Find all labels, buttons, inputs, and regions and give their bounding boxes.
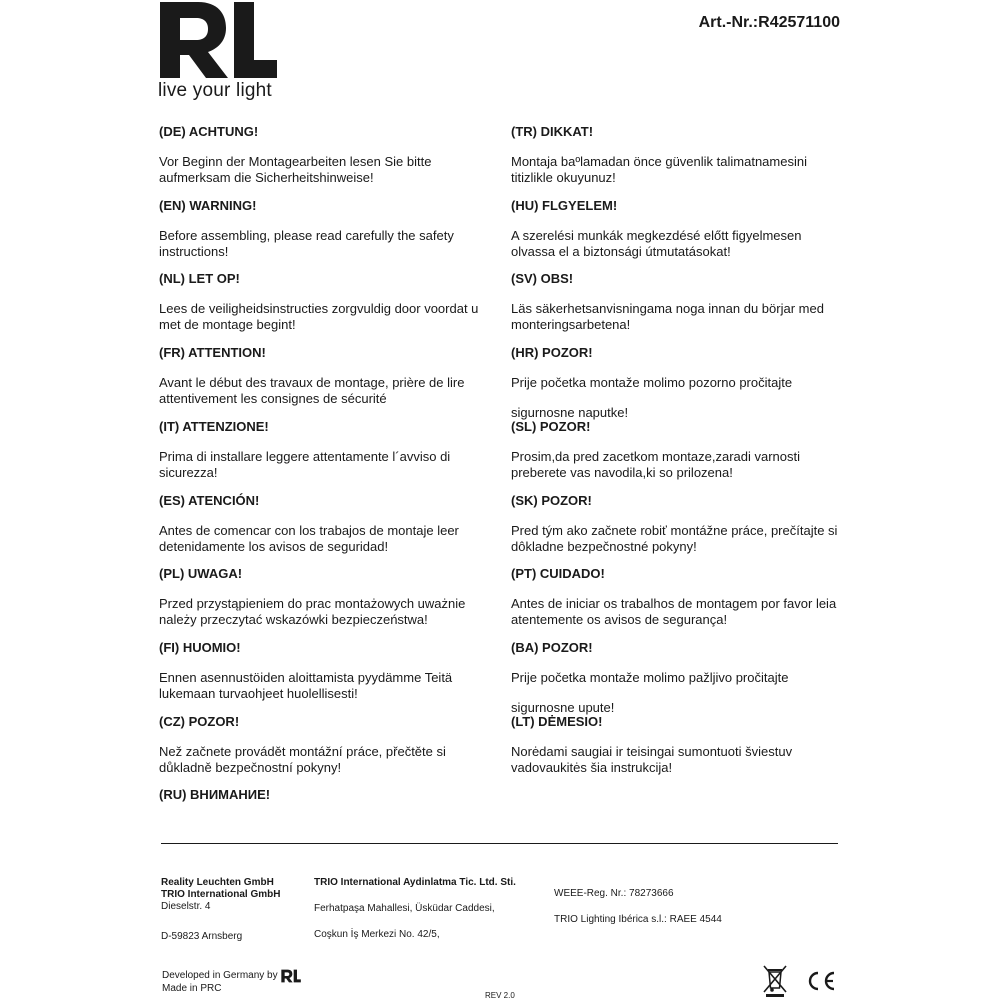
warning-heading: (ES) ATENCIÓN! <box>159 492 260 508</box>
turkey-address <box>314 877 516 941</box>
warning-text <box>511 523 841 555</box>
warning-text <box>511 449 841 481</box>
warning-text <box>159 301 489 333</box>
warnings-column-left <box>159 124 489 804</box>
warning-paragraph: Przed przystąpieniem do prac montażowych uważnie należy przeczytać wskazówki bezpieczeństwa! <box>159 596 466 628</box>
warnings-column-right <box>511 124 841 804</box>
warning-paragraph: Montaja baºlamadan önce güvenlik talimatnamesini titizlikle okuyunuz! <box>511 154 807 185</box>
warning-text <box>511 228 841 260</box>
warning-text <box>159 228 489 260</box>
warning-block <box>511 198 841 260</box>
rl-logo-icon <box>158 0 278 80</box>
footer-divider <box>161 843 838 844</box>
warning-heading: (DE) ACHTUNG! <box>159 124 259 139</box>
warning-heading: (RU) ВНИМАНИЕ! <box>159 787 271 803</box>
registration-info <box>554 888 722 926</box>
warning-text <box>159 744 489 776</box>
warning-paragraph: Pred tým ako začnete robiť montážne práce, prečítajte si dôkladne bezpečnostné pokyny! <box>511 522 838 554</box>
warning-block <box>159 419 489 481</box>
warning-heading: (SK) POZOR! <box>511 492 592 508</box>
company-name: TRIO International Aydinlatma Tic. Ltd. Sti. <box>314 877 516 888</box>
warning-block <box>511 714 841 776</box>
warning-block <box>159 566 489 628</box>
warning-block <box>511 419 841 481</box>
warning-heading: (BA) POZOR! <box>511 639 593 655</box>
city-address: D-59823 Arnsberg <box>161 931 243 942</box>
warning-heading: (NL) LET OP! <box>159 271 240 287</box>
warning-paragraph: Vor Beginn der Montagearbeiten lesen Sie bitte aufmerksam die Sicherheitshinweise! <box>159 154 432 185</box>
ce-mark-icon <box>805 970 837 992</box>
warning-block <box>511 271 841 333</box>
warning-heading: (FI) HUOMIO! <box>159 639 241 655</box>
warning-text <box>159 670 489 702</box>
warning-text <box>159 523 489 555</box>
warning-paragraph: Prije početka montaže molimo pažljivo pročitajte <box>511 669 789 685</box>
warning-heading: (IT) ATTENZIONE! <box>159 418 269 434</box>
warning-block <box>159 345 489 407</box>
raee-registration: TRIO Lighting Ibérica s.l.: RAEE 4544 <box>554 914 722 925</box>
weee-registration: WEEE-Reg. Nr.: 78273666 <box>554 888 674 899</box>
crossed-out-wheelie-bin-icon <box>762 964 788 998</box>
warning-paragraph: sigurnosne upute! <box>511 699 615 715</box>
made-in: Made in PRC <box>162 983 222 994</box>
logo-tagline: live your light <box>158 80 272 101</box>
warning-heading: (HR) POZOR! <box>511 345 593 361</box>
warning-paragraph: A szerelési munkák megkezdésé előtt figyelmesen olvassa el a biztonsági útmutatásokat! <box>511 227 802 259</box>
warning-heading: (FR) ATTENTION! <box>159 345 266 361</box>
street-address: Coşkun İş Merkezi No. 42/5, <box>314 929 440 940</box>
warning-heading: (PL) UWAGA! <box>159 566 243 582</box>
warning-paragraph: Avant le début des travaux de montage, prière de lire attentivement les consignes de sécurité <box>159 375 465 407</box>
warning-heading: (PT) CUIDADO! <box>511 566 605 582</box>
warning-heading: (HU) FLGYELEM! <box>511 197 618 213</box>
warning-text <box>511 375 841 421</box>
warning-paragraph: Než začnete provádět montážní práce, přečtěte si důkladně bezpečnostní pokyny! <box>159 743 446 775</box>
warning-block <box>511 640 841 716</box>
warning-text <box>159 449 489 481</box>
warning-paragraph: Prima di installare leggere attentamente l´avviso di sicurezza! <box>159 448 451 480</box>
warning-block <box>511 345 841 421</box>
warning-paragraph: Norėdami saugiai ir teisingai sumontuoti šviestuv vadovaukitės šia instrukcija! <box>511 743 793 775</box>
warning-paragraph: Lees de veiligheidsinstructies zorgvuldig door voordat u met de montage begint! <box>159 301 479 333</box>
warning-paragraph: Antes de comencar con los trabajos de montaje leer detenidamente los avisos de seguridad! <box>159 522 459 554</box>
warning-text <box>159 154 489 186</box>
company-name: TRIO International GmbH <box>161 889 281 900</box>
company-name: Reality Leuchten GmbH <box>161 877 274 888</box>
warning-paragraph: Before assembling, please read carefully the safety instructions! <box>159 227 454 259</box>
warning-text <box>511 670 841 716</box>
warning-heading: (CZ) POZOR! <box>159 713 240 729</box>
germany-address <box>161 877 280 943</box>
warning-block <box>511 493 841 555</box>
warning-text <box>511 301 841 333</box>
warning-paragraph: Antes de iniciar os trabalhos de montagem por favor leia atentemente os avisos de segurança! <box>511 596 837 628</box>
street-address: Ferhatpaşa Mahallesi, Üsküdar Caddesi, <box>314 903 495 914</box>
origin-info <box>162 969 301 995</box>
developed-in: Developed in Germany by <box>162 970 278 981</box>
warning-paragraph: Prije početka montaže molimo pozorno pročitajte <box>511 375 793 391</box>
warning-block <box>159 640 489 702</box>
warning-text <box>511 596 841 628</box>
warning-text <box>159 375 489 407</box>
street-address: Dieselstr. 4 <box>161 901 211 912</box>
warning-heading: (LT) DĖMESIO! <box>511 713 603 729</box>
warning-paragraph: Prosim,da pred zacetkom montaze,zaradi varnosti preberete vas navodila,ki so prilozena! <box>511 448 801 480</box>
warning-heading: (SL) POZOR! <box>511 418 591 434</box>
warning-paragraph: Läs säkerhetsanvisningama noga innan du börjar med monteringsarbetena! <box>511 301 824 333</box>
warning-text <box>511 744 841 776</box>
warning-heading: (TR) DIKKAT! <box>511 124 594 139</box>
warning-block <box>511 566 841 628</box>
warning-heading: (EN) WARNING! <box>159 197 257 213</box>
warning-block <box>511 124 841 186</box>
article-number: Art.-Nr.:R42571100 <box>698 14 840 31</box>
warning-text <box>511 154 841 186</box>
rl-logo-icon <box>281 969 301 983</box>
revision-label: REV 2.0 <box>485 991 515 1000</box>
warning-block <box>159 493 489 555</box>
warning-block <box>159 787 489 803</box>
brand-logo <box>158 0 283 104</box>
warning-block <box>159 271 489 333</box>
warning-paragraph: sigurnosne naputke! <box>511 405 629 421</box>
warning-paragraph: Ennen asennustöiden aloittamista pyydämme Teitä lukemaan turvaohjeet huolellisesti! <box>159 669 453 701</box>
warning-block <box>159 714 489 776</box>
warning-block <box>159 124 489 186</box>
warning-text <box>159 596 489 628</box>
warning-block <box>159 198 489 260</box>
warning-heading: (SV) OBS! <box>511 271 574 287</box>
